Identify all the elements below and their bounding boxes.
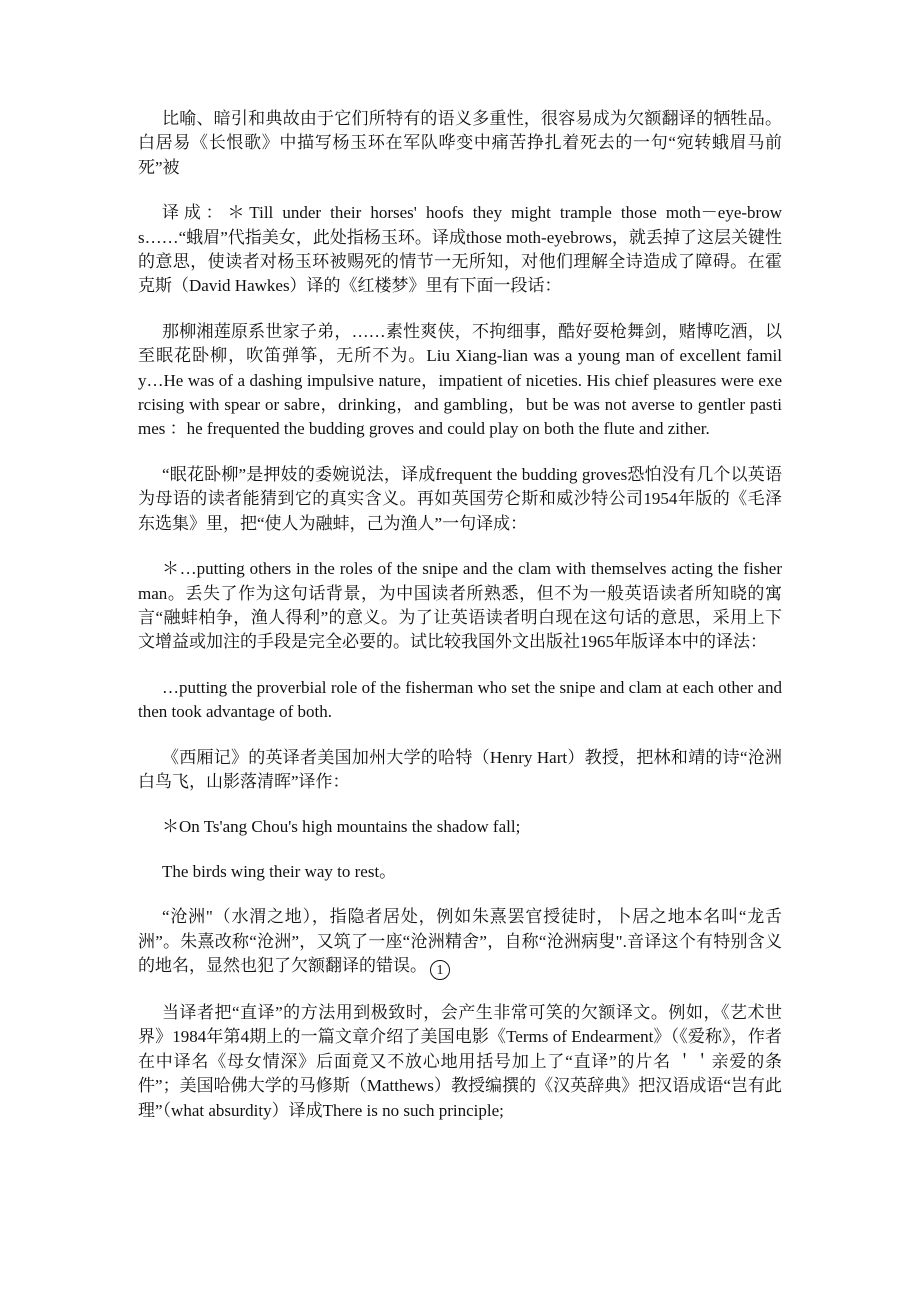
paragraph-metaphor-intro: 比喻、暗引和典故由于它们所特有的语义多重性，很容易成为欠额翻译的牺牲品。白居易《长恨歌》中描写杨玉环在军队哗变中痛苦挣扎着死去的一句“宛转蛾眉马前死”被 — [138, 109, 782, 177]
paragraph-cangzhou-text: “沧洲"（水渭之地），指隐者居处，例如朱熹罢官授徒时，卜居之地本名叫“龙舌洲”。朱熹改称“沧洲”，又筑了一座“沧洲精舍”，自称“沧洲病叟".音译这个有特别含义的地名，显然也犯了欠额翻译的错误。 — [138, 907, 782, 975]
paragraph-euphemism: “眠花卧柳”是押妓的委婉说法，译成frequent the budding groves恐怕没有几个以英语为母语的读者能猜到它的真实含义。再如英国劳仑斯和威沙特公司1954年版的《毛泽东选集》里，把“使人为融蚌，己为渔人”一句译成： — [138, 464, 782, 533]
paragraph-xixiangji: 《西厢记》的英译者美国加州大学的哈特（Henry Hart）教授，把林和靖的诗“沧洲白鸟飞，山影落清晖”译作： — [138, 747, 782, 791]
paragraph-poem-line-2: The birds wing their way to rest。 — [162, 861, 397, 881]
paragraph-liu-xianglian: 那柳湘莲原系世家子弟，……素性爽侠，不拘细事，酷好耍枪舞剑，赌博吃酒，以至眠花卧柳，吹笛弹筝，无所不为。Liu Xiang-lian was a young man of excellent family…He was of a dashing impulsive nature，impatient of niceties. His chief pleasures were exercising with spear or sabre，drinking，and gambling，but be was not averse to gentler pastimes ：he frequented the budding groves and could play on both the flute and zither. — [138, 321, 782, 439]
footnote-marker: 1 — [430, 960, 450, 980]
paragraph-cangzhou — [138, 905, 782, 980]
paragraph-snipe-clam: ＊…putting others in the roles of the snipe and the clam with themselves acting the fisher man。丢失了作为这句话背景，为中国读者所熟悉，但不为一般英语读者所知晓的寓言“融蚌柏争，渔人得利”的意义。为了让英语读者明白现在这句话的意思，采用上下文增益或加注的手段是完全必要的。试比较我国外文出版社1965年版译本中的译法： — [138, 559, 782, 652]
paragraph-moth-eyebrows: 译成：＊Till under their horses' hoofs they might trample those moth－eye-brows……“蛾眉”代指美女，此处指杨玉环。译成those moth-eyebrows，就丢掉了这层关键性的意思，使读者对杨玉环被赐死的情节一无所知，对他们理解全诗造成了障碍。在霍克斯（David Hawkes）译的《红楼梦》里有下面一段话： — [138, 203, 782, 296]
paragraph-proverbial-role: …putting the proverbial role of the fisherman who set the snipe and clam at each other and then took advantage of both. — [138, 677, 782, 722]
paragraph-poem-line-1: ＊On Ts'ang Chou's high mountains the shadow fall; — [162, 817, 521, 837]
paragraph-literal-translation: 当译者把“直译”的方法用到极致时，会产生非常可笑的欠额译文。例如，《艺术世界》1984年第4期上的一篇文章介绍了美国电影《Terms of Endearment》（《爱称》，作者在中译名《母女情深》后面竟又不放心地用括号加上了“直译”的片名 ＇＇亲爱的条件”；美国哈佛大学的马修斯（Matthews）教授编撰的《汉英辞典》把汉语成语“岂有此理”（what absurdity）译成There is no such principle; — [138, 1002, 782, 1120]
